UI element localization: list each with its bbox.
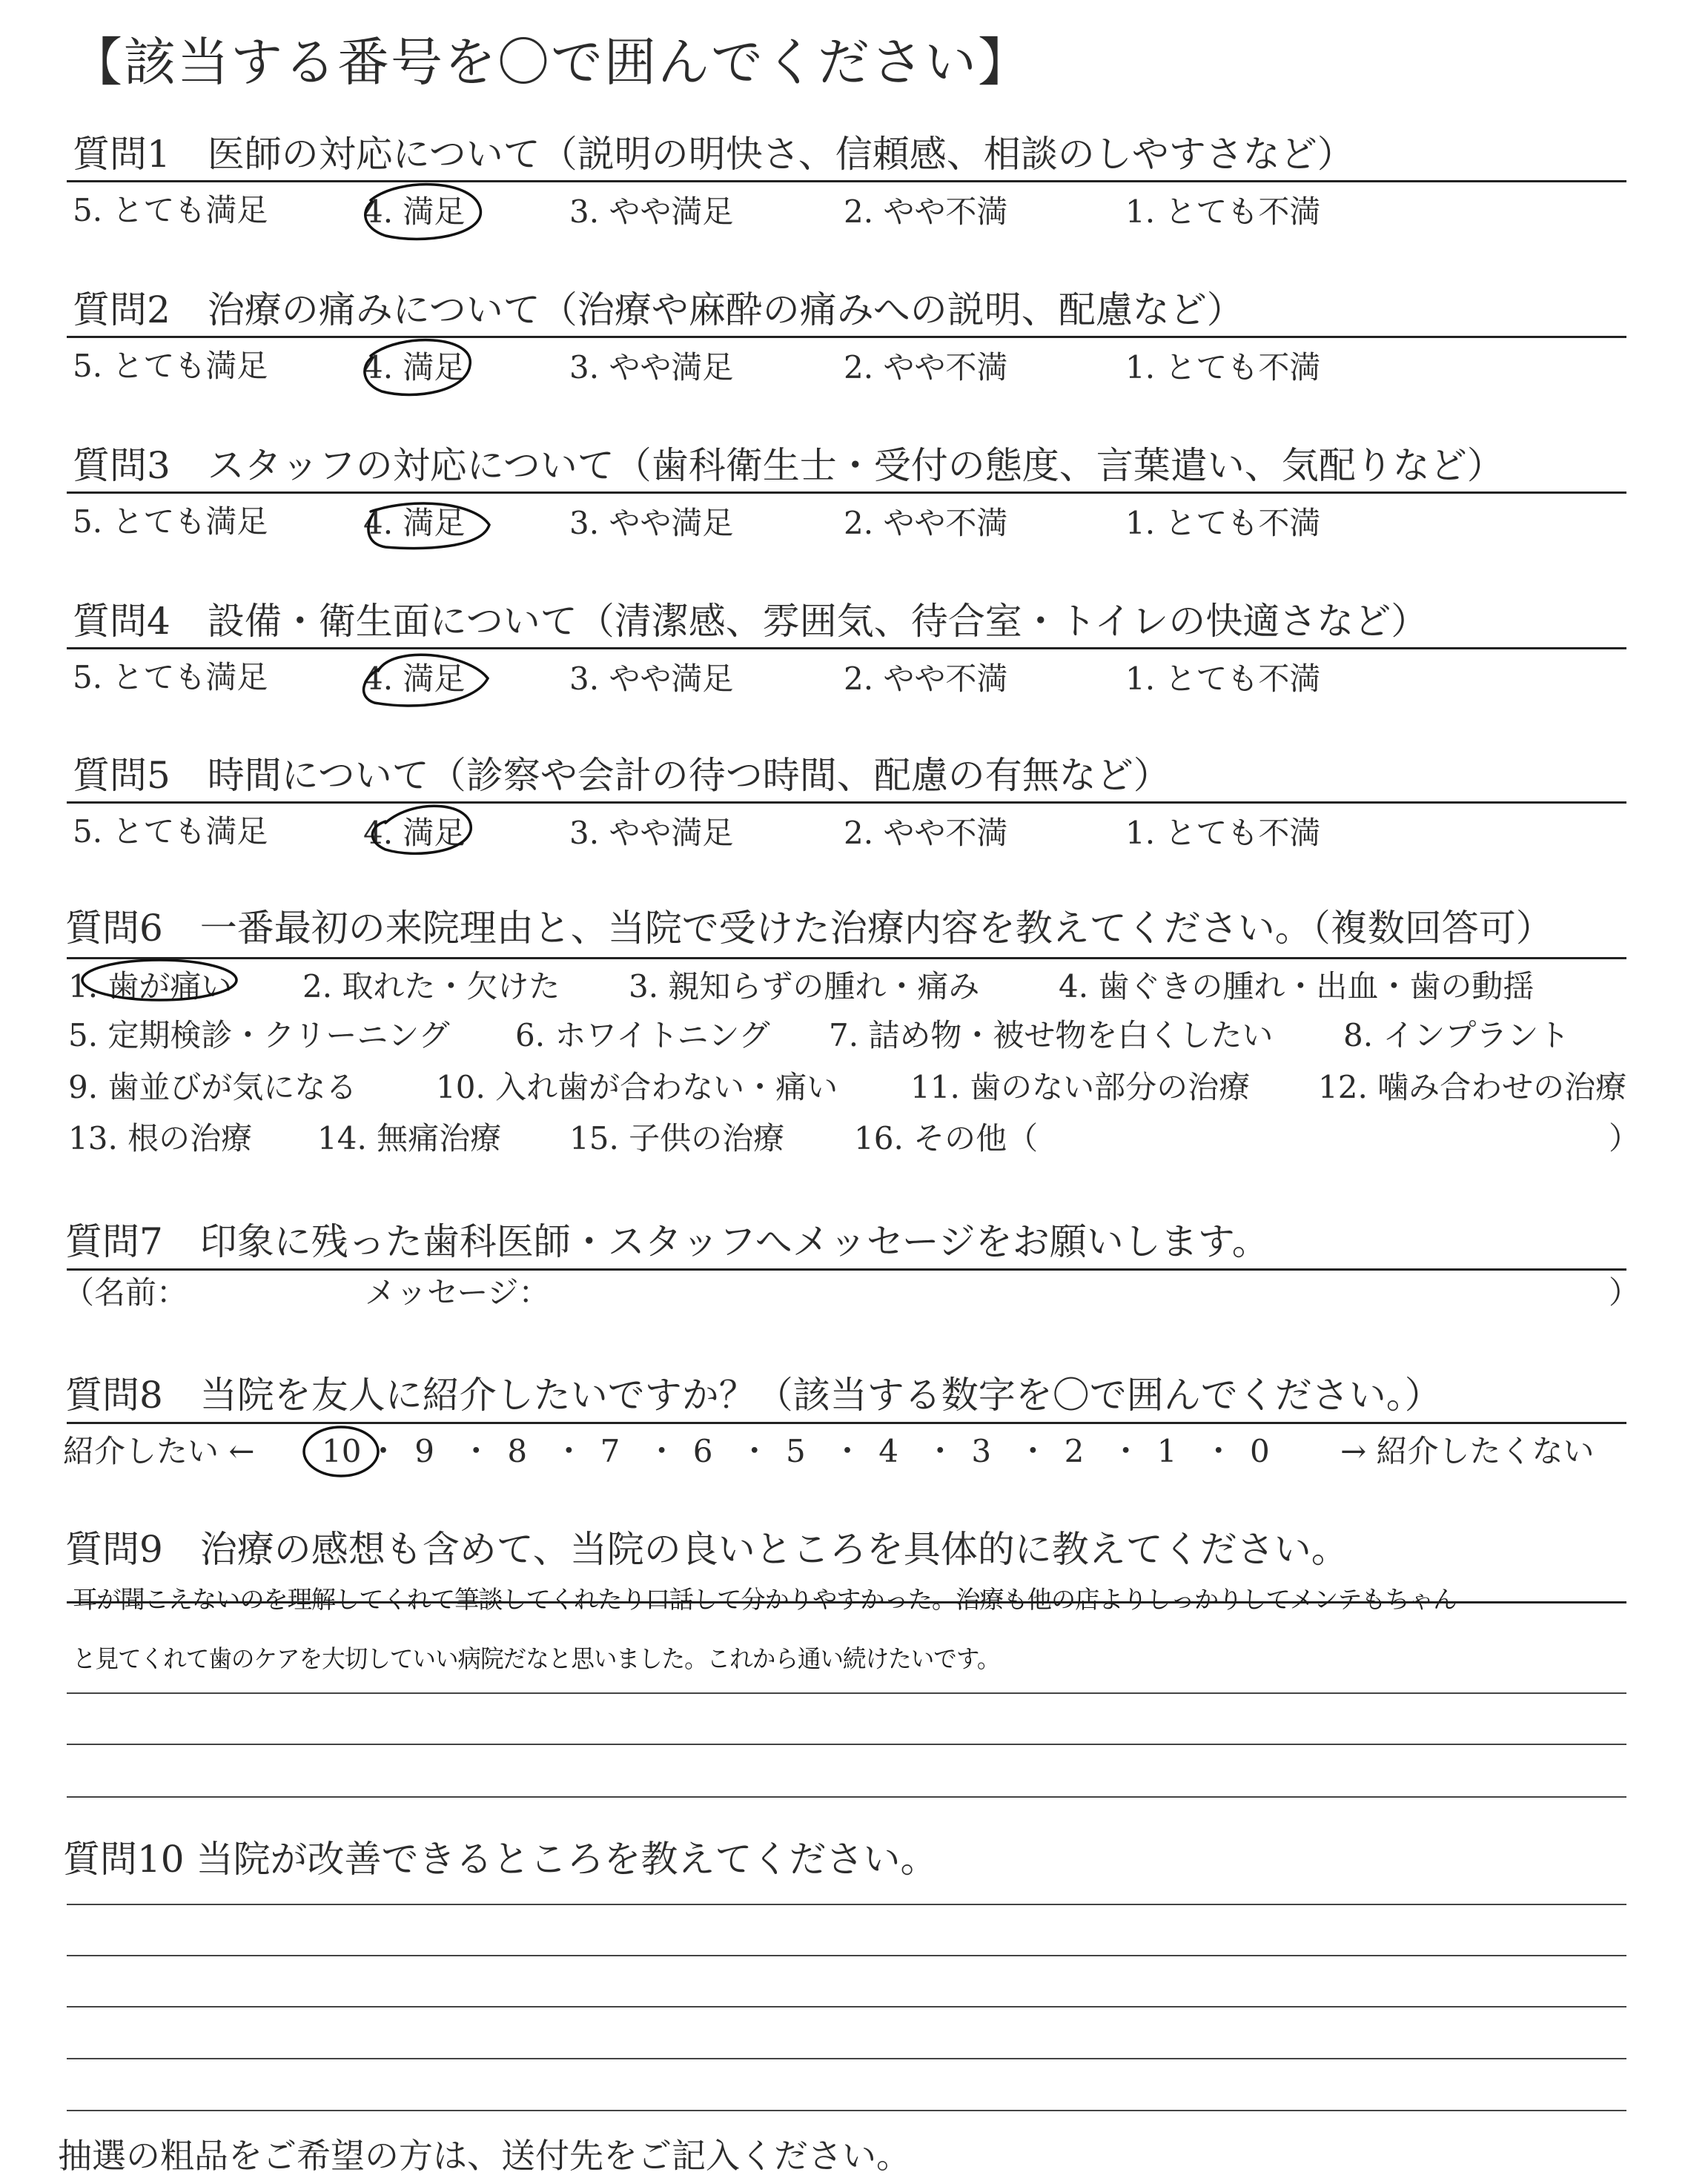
q5-title: 質問5 時間について（診察や会計の待つ時間、配慮の有無など） xyxy=(73,754,1171,797)
q8-scale-10[interactable]: 10 xyxy=(322,1433,362,1469)
q7-rule xyxy=(67,1268,1626,1271)
q9-line-2 xyxy=(67,1692,1626,1694)
q8-scale-separator: ・ xyxy=(1110,1433,1142,1469)
q2-option-2[interactable]: 2. やや不満 xyxy=(844,349,1008,385)
q8-rule xyxy=(67,1422,1626,1424)
q8-scale-separator: ・ xyxy=(1017,1433,1049,1469)
q8-scale-2[interactable]: 2 xyxy=(1064,1433,1085,1469)
q10-line-4 xyxy=(67,2058,1626,2059)
q5-option-2[interactable]: 2. やや不満 xyxy=(844,815,1008,851)
q9-line-3 xyxy=(67,1744,1626,1745)
q8-scale-separator: ・ xyxy=(553,1433,585,1469)
q4-option-2[interactable]: 2. やや不満 xyxy=(844,661,1008,697)
q6-option-5[interactable]: 5. 定期検診・クリーニング xyxy=(68,1017,450,1053)
q2-option-4[interactable]: 4. 満足 xyxy=(363,349,466,385)
q9-title: 質問9 治療の感想も含めて、当院の良いところを具体的に教えてください。 xyxy=(65,1528,1348,1571)
q6-option-10[interactable]: 10. 入れ歯が合わない・痛い xyxy=(436,1069,838,1105)
q2-option-1[interactable]: 1. とても不満 xyxy=(1125,349,1321,385)
q5-option-4[interactable]: 4. 満足 xyxy=(363,815,466,851)
q8-scale-9[interactable]: 9 xyxy=(414,1433,434,1469)
q3-option-3[interactable]: 3. やや満足 xyxy=(569,505,734,541)
q9-handwritten-line-1[interactable]: 耳が聞こえないのを理解してくれて筆談してくれたり口話して分かりやすかった。治療も他の店よりしっかりしてメンテもちゃん xyxy=(73,1585,1457,1614)
q1-option-3[interactable]: 3. やや満足 xyxy=(569,193,734,230)
q6-option-6[interactable]: 6. ホワイトニング xyxy=(515,1017,770,1053)
q6-other-close-paren: ） xyxy=(1609,1120,1641,1156)
q3-option-1[interactable]: 1. とても不満 xyxy=(1125,505,1321,541)
q6-title: 質問6 一番最初の来院理由と、当院で受けた治療内容を教えてください。（複数回答可） xyxy=(65,907,1553,950)
q3-option-5[interactable]: 5. とても満足 xyxy=(73,503,268,540)
q8-scale-separator: ・ xyxy=(460,1433,492,1469)
q7-title: 質問7 印象に残った歯科医師・スタッフへメッセージをお願いします。 xyxy=(65,1220,1269,1263)
q10-line-1 xyxy=(67,1904,1626,1905)
q1-title: 質問1 医師の対応について（説明の明快さ、信頼感、相談のしやすさなど） xyxy=(73,133,1354,176)
q1-option-5[interactable]: 5. とても満足 xyxy=(73,192,268,228)
q6-option-11[interactable]: 11. 歯のない部分の治療 xyxy=(910,1069,1251,1105)
q6-option-15[interactable]: 15. 子供の治療 xyxy=(569,1120,785,1156)
q2-option-5[interactable]: 5. とても満足 xyxy=(73,348,268,384)
q4-title: 質問4 設備・衛生面について（清潔感、雰囲気、待合室・トイレの快適さなど） xyxy=(73,600,1429,643)
q1-option-2[interactable]: 2. やや不満 xyxy=(844,193,1008,230)
q10-title: 質問10 当院が改善できるところを教えてください。 xyxy=(63,1838,938,1881)
q6-option-4[interactable]: 4. 歯ぐきの腫れ・出血・歯の動揺 xyxy=(1059,968,1535,1004)
q1-option-4[interactable]: 4. 満足 xyxy=(363,193,466,230)
q4-rule xyxy=(67,647,1626,649)
q7-close-paren: ） xyxy=(1609,1274,1641,1311)
q9-handwritten-line-2[interactable]: と見てくれて歯のケアを大切していい病院だなと思いました。これから通い続けたいです。 xyxy=(73,1644,1000,1673)
q8-scale-separator: ・ xyxy=(646,1433,678,1469)
q8-scale-1[interactable]: 1 xyxy=(1156,1433,1177,1469)
q6-option-13[interactable]: 13. 根の治療 xyxy=(68,1120,253,1156)
q6-option-9[interactable]: 9. 歯並びが気になる xyxy=(68,1069,357,1105)
q10-line-3 xyxy=(67,2006,1626,2007)
q8-title: 質問8 当院を友人に紹介したいですか？（該当する数字を〇で囲んでください。） xyxy=(65,1374,1442,1417)
q7-name-label[interactable]: （名前： xyxy=(63,1274,188,1311)
q8-scale-5[interactable]: 5 xyxy=(786,1433,806,1469)
q8-scale-0[interactable]: 0 xyxy=(1250,1433,1270,1469)
q3-option-4[interactable]: 4. 満足 xyxy=(363,505,466,541)
q6-option-2[interactable]: 2. 取れた・欠けた xyxy=(302,968,560,1004)
q4-option-3[interactable]: 3. やや満足 xyxy=(569,661,734,697)
q1-option-1[interactable]: 1. とても不満 xyxy=(1125,193,1321,230)
page-header: 【該当する番号を〇で囲んでください】 xyxy=(70,32,1031,93)
q9-line-4 xyxy=(67,1796,1626,1798)
q4-option-4[interactable]: 4. 満足 xyxy=(363,661,466,697)
q8-scale-3[interactable]: 3 xyxy=(971,1433,992,1469)
q6-option-16[interactable]: 16. その他（ xyxy=(854,1120,1039,1156)
q3-option-2[interactable]: 2. やや不満 xyxy=(844,505,1008,541)
q8-scale-7[interactable]: 7 xyxy=(600,1433,620,1469)
q2-option-3[interactable]: 3. やや満足 xyxy=(569,349,734,385)
q6-option-1[interactable]: 1. 歯が痛い xyxy=(68,968,233,1004)
footer-note: 抽選の粗品をご希望の方は、送付先をご記入ください。 xyxy=(58,2136,910,2176)
q5-option-5[interactable]: 5. とても満足 xyxy=(73,813,268,850)
q3-rule xyxy=(67,491,1626,494)
q6-option-12[interactable]: 12. 噛み合わせの治療 xyxy=(1318,1069,1627,1105)
q8-scale-separator: ・ xyxy=(738,1433,770,1469)
q10-line-5 xyxy=(67,2110,1626,2111)
q5-rule xyxy=(67,801,1626,804)
q4-option-1[interactable]: 1. とても不満 xyxy=(1125,661,1321,697)
q8-scale-separator: ・ xyxy=(832,1433,864,1469)
q8-left-label: 紹介したい ← xyxy=(63,1433,255,1469)
q5-option-3[interactable]: 3. やや満足 xyxy=(569,815,734,851)
q6-option-8[interactable]: 8. インプラント xyxy=(1343,1017,1570,1053)
q8-scale-4[interactable]: 4 xyxy=(878,1433,898,1469)
q4-option-5[interactable]: 5. とても満足 xyxy=(73,659,268,695)
q7-message-label[interactable]: メッセージ： xyxy=(365,1274,550,1311)
q2-rule xyxy=(67,336,1626,338)
q1-rule xyxy=(67,180,1626,182)
q8-scale-6[interactable]: 6 xyxy=(692,1433,713,1469)
q8-right-label: → 紹介したくない xyxy=(1340,1433,1595,1469)
q8-scale-separator: ・ xyxy=(368,1433,400,1469)
q6-option-7[interactable]: 7. 詰め物・被せ物を白くしたい xyxy=(829,1017,1274,1053)
q3-title: 質問3 スタッフの対応について（歯科衛生士・受付の態度、言葉遣い、気配りなど） xyxy=(73,444,1504,487)
q6-option-14[interactable]: 14. 無痛治療 xyxy=(317,1120,502,1156)
q6-option-3[interactable]: 3. 親知らずの腫れ・痛み xyxy=(629,968,980,1004)
q8-scale-8[interactable]: 8 xyxy=(507,1433,528,1469)
q2-title: 質問2 治療の痛みについて（治療や麻酔の痛みへの説明、配慮など） xyxy=(73,288,1244,331)
q5-option-1[interactable]: 1. とても不満 xyxy=(1125,815,1321,851)
q8-scale-separator: ・ xyxy=(1202,1433,1234,1469)
q6-rule xyxy=(67,957,1626,959)
q8-scale-separator: ・ xyxy=(924,1433,956,1469)
q10-line-2 xyxy=(67,1955,1626,1956)
